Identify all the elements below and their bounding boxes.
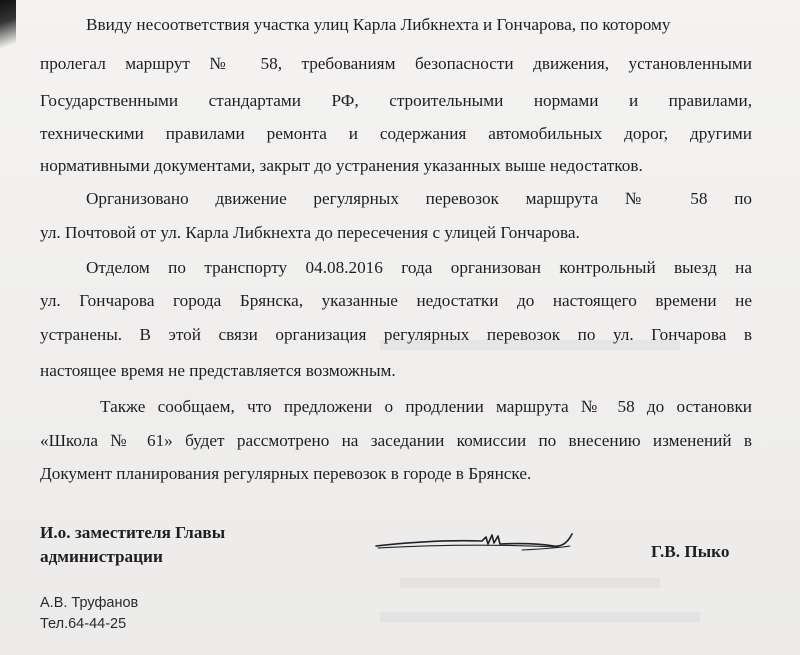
text-line: пролегал маршрут № 58, требованиям безопасности движения, установленными xyxy=(40,54,752,73)
text-line: ул. Гончарова города Брянска, указанные недостатки до настоящего времени не xyxy=(40,291,752,310)
text-line: Документ планирования регулярных перевозок в городе в Брянске. xyxy=(40,464,532,483)
text-line: Отделом по транспорту 04.08.2016 года организован контрольный выезд на xyxy=(86,258,752,277)
text-line: ул. Почтовой от ул. Карла Либкнехта до пересечения с улицей Гончарова. xyxy=(40,223,580,242)
bleed-through-texture xyxy=(380,612,700,622)
signatory-title-line-1: И.о. заместителя Главы xyxy=(40,523,226,542)
executor-name: А.В. Труфанов xyxy=(40,595,139,611)
text-line: Государственными стандартами РФ, строительными нормами и правилами, xyxy=(40,91,752,110)
signatory-name: Г.В. Пыко xyxy=(651,542,730,561)
executor-phone: Тел.64-44-25 xyxy=(40,616,127,632)
text-line: устранены. В этой связи организация регулярных перевозок по ул. Гончарова в xyxy=(40,325,752,344)
text-line: Ввиду несоответствия участка улиц Карла Либкнехта и Гончарова, по которому xyxy=(86,15,671,34)
text-line: Организовано движение регулярных перевозок маршрута № 58 по xyxy=(86,189,752,208)
bleed-through-texture xyxy=(400,578,660,588)
text-line: «Школа № 61» будет рассмотрено на заседании комиссии по внесению изменений в xyxy=(40,431,752,450)
scan-corner-shadow xyxy=(0,0,16,60)
text-line: Также сообщаем, что предложени о продлении маршрута № 58 до остановки xyxy=(100,397,752,416)
handwritten-signature xyxy=(372,528,582,560)
signatory-title-line-2: администрации xyxy=(40,547,163,566)
text-line: техническими правилами ремонта и содержания автомобильных дорог, другими xyxy=(40,124,752,143)
text-line: настоящее время не представляется возможным. xyxy=(40,361,396,380)
text-line: нормативными документами, закрыт до устранения указанных выше недостатков. xyxy=(40,156,643,175)
